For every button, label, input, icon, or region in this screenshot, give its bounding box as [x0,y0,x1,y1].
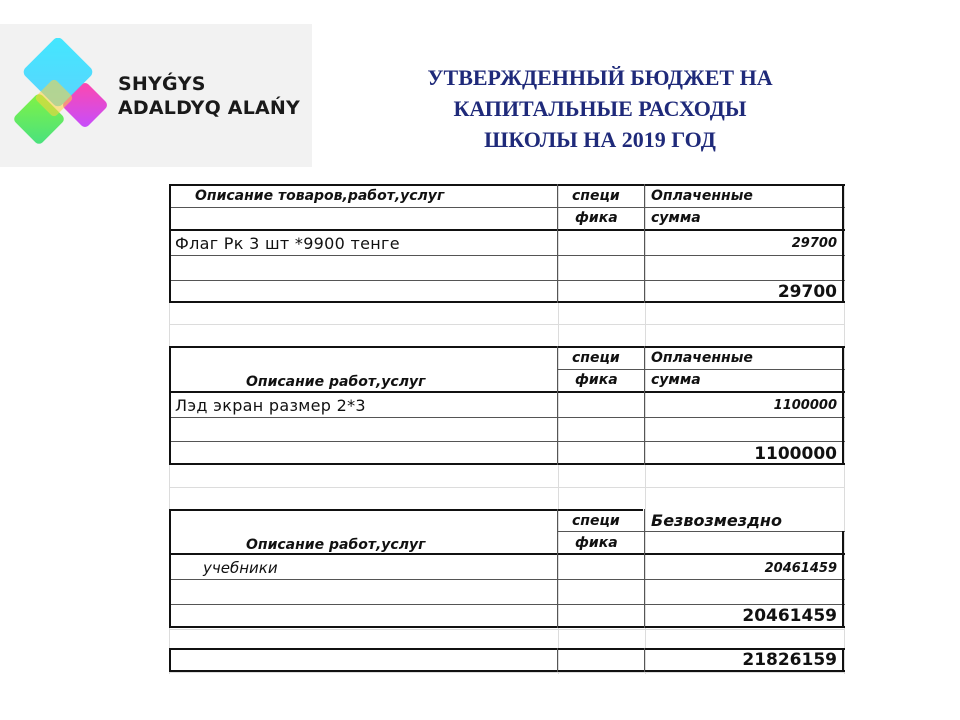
title-line-1: УТВЕРЖДЕННЫЙ БЮДЖЕТ НА [427,65,773,90]
table-3-item-value: 20461459 [764,561,837,576]
table-1-header-spec-2: фика [575,210,618,226]
grid-line [645,184,646,674]
table-1-header-sum-2: сумма [651,210,701,226]
grid-line [844,184,845,674]
grid-line [169,672,845,673]
table-1-header-sum-1: Оплаченные [651,188,753,204]
table-1-total: 29700 [777,282,837,302]
logo-line-2: ADALDYQ ALAŃY [118,97,300,119]
grand-total: 21826159 [742,650,837,670]
table-2-header-desc: Описание работ,услуг [246,374,426,390]
table-2-header-sum-2: сумма [651,372,701,388]
grid-line [169,629,845,630]
table-3-header-sum-1: Безвозмездно [651,511,782,530]
table-1-header-desc: Описание товаров,работ,услуг [195,188,445,204]
title-line-2: КАПИТАЛЬНЫЕ РАСХОДЫ [453,96,747,121]
table-1-item-desc: Флаг Рк 3 шт *9900 тенге [175,234,400,253]
table-1-item-value: 29700 [791,236,837,251]
table-1-header-spec-1: специ [572,188,620,204]
table-2-header-spec-2: фика [575,372,618,388]
table-2-item-desc: Лэд экран размер 2*3 [175,396,366,415]
grid-line [169,324,845,325]
table-3-item-desc: учебники [203,559,278,577]
table-2-item-value: 1100000 [773,398,837,413]
table-3-header-desc: Описание работ,услуг [246,537,426,553]
table-3-header-spec-2: фика [575,535,618,551]
table-3-header-spec-1: специ [572,513,620,529]
grid-line [169,487,845,488]
table-2-header-sum-1: Оплаченные [651,350,753,366]
logo-line-1: SHYǴYS [118,73,206,95]
table-2-header-spec-1: специ [572,350,620,366]
table-2-total: 1100000 [754,444,837,464]
grid-line [558,184,559,674]
title-line-3: ШКОЛЫ НА 2019 ГОД [484,127,716,152]
table-3-total: 20461459 [742,606,837,626]
